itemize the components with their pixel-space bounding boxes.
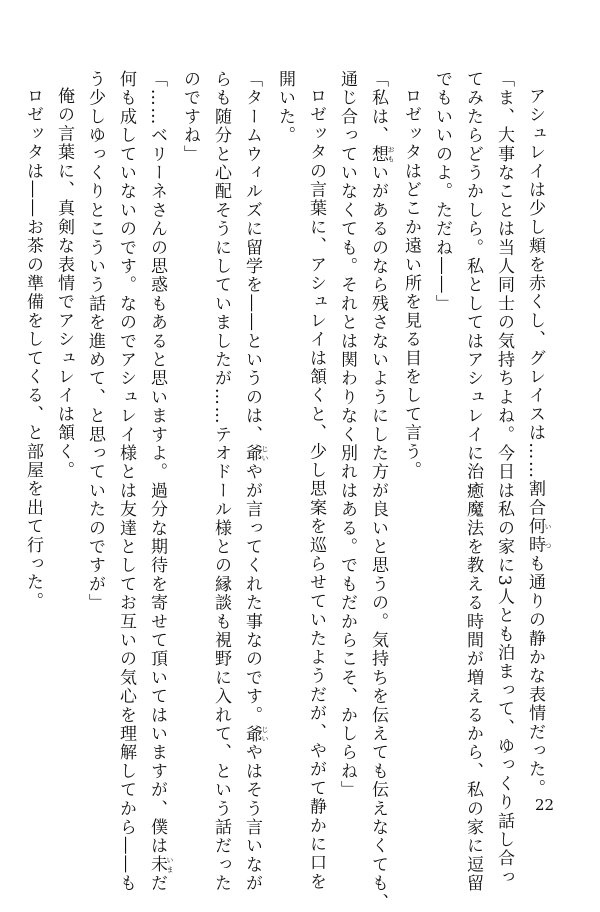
- text-line: 通じ合っていなくても。それとは関わりなく別れはある。でもだからこそ、かしらね」: [337, 70, 357, 800]
- text-line: アシュレイは少し頬を赤くし、グレイスは……割合何時 いつも通りの静かな表情だった。: [525, 87, 552, 798]
- furigana-reading: じい: [261, 724, 269, 744]
- text-line: 俺の言葉に、真剣な表情でアシュレイは頷く。: [54, 87, 74, 480]
- page-number: 22: [535, 796, 555, 814]
- furigana-ruby: 未 いま: [147, 855, 174, 875]
- furigana-reading: おも: [387, 144, 395, 164]
- text-line: 「タームウィルズに留学を――というのは、爺 じいやが言ってくれた事なのです。爺 じいやはそう言いなが: [242, 70, 269, 893]
- furigana-ruby: 想 おも: [368, 144, 395, 164]
- text-line: てみたらどうかしら。私としてはアシュレイに治癒魔法を教える時間が増えるから、私の家に逗留: [463, 70, 483, 893]
- text-line: ロゼッタは――お茶の準備をしてくる、と部屋を出て行った。: [23, 87, 43, 611]
- text-line: らも随分と心配そうにしていましたが……テオドール様との縁談も視野に入れて、という話だった: [211, 70, 231, 893]
- furigana-ruby: 何時 いつ: [525, 517, 552, 555]
- text-line: でもいいのよ。ただね――」: [432, 70, 452, 314]
- text-line: ロゼッタはどこか遠い所を見る目をして言う。: [401, 87, 421, 480]
- furigana-ruby: 爺 じい: [242, 724, 269, 744]
- furigana-reading: いつ: [544, 517, 552, 555]
- furigana-reading: じい: [261, 444, 269, 463]
- text-line: 「ま、大事なことは当人同士の気持ちよね。今日は私の家に3人とも泊まって、ゆっくり話し合っ: [494, 70, 514, 887]
- furigana-ruby: 爺 じい: [242, 444, 269, 463]
- text-line: 開いた。: [275, 70, 295, 145]
- text-line: 「……ベリーネさんの思惑もあると思いますよ。過分な期待を寄せて頂いてはいますが、僕は未 いまだ: [147, 70, 174, 893]
- furigana-reading: いま: [166, 855, 174, 875]
- text-line: 何も成していないのです。なのでアシュレイ様とは友達としてお互いの気心を理解してから――も: [116, 70, 136, 893]
- text-line: う少しゆっくりとこういう話を進めて、と思っていたのですが」: [85, 70, 105, 613]
- text-line: のですね」: [180, 70, 200, 164]
- text-line: ロゼッタの言葉に、アシュレイは頷くと、少し思案を巡らせていたようだが、やがて静かに口を: [306, 87, 326, 892]
- text-line: 「私は、想 おもいがあるのなら残さないようにした方が良いと思うの。気持ちを伝えても伝えなくても、: [368, 70, 395, 912]
